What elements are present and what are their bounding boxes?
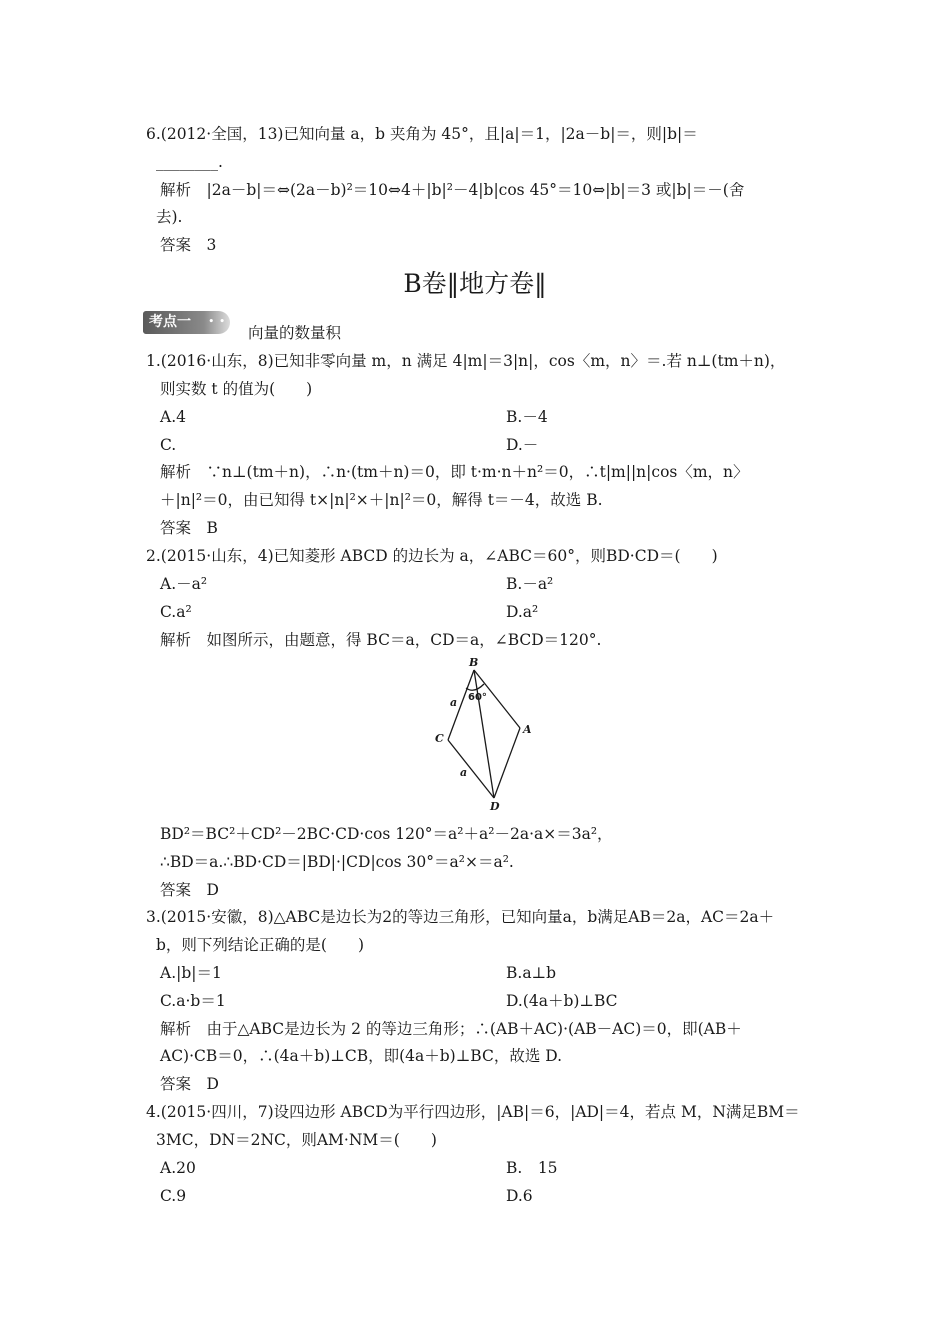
- q3-answer: 答案 D: [160, 1075, 219, 1093]
- q4-option-b: B. 15: [506, 1159, 558, 1177]
- q1-option-d: D.－: [506, 436, 539, 454]
- q3-option-d: D.(4a＋b)⊥BC: [506, 992, 618, 1010]
- q1-stem-line1: 1.(2016·山东，8)已知非零向量 m，n 满足 4|m|＝3|n|，cos〈m，n〉＝.若 n⊥(tm＋n)，: [146, 352, 786, 370]
- q4-stem-line1: 4.(2015·四川，7)设四边形 ABCD为平行四边形，|AB|＝6，|AD|＝4，若点 M，N满足BM＝: [146, 1103, 800, 1121]
- q1-stem-line2: 则实数 t 的值为( ): [160, 380, 313, 398]
- q3-option-b: B.a⊥b: [506, 964, 557, 982]
- q2-stem: 2.(2015·山东，4)已知菱形 ABCD 的边长为 a，∠ABC＝60°，则BD·CD＝( ): [146, 547, 718, 565]
- q1-option-c: C.: [160, 436, 177, 454]
- q3-stem-line1: 3.(2015·安徽，8)△ABC是边长为2的等边三角形，已知向量a，b满足AB＝2a，AC＝2a＋: [146, 908, 775, 926]
- label-b: B: [469, 656, 479, 669]
- q2-calc-line1: BD²＝BC²＋CD²－2BC·CD·cos 120°＝a²＋a²－2a·a×＝3a²，: [160, 825, 613, 843]
- q4-option-c: C.9: [160, 1187, 187, 1205]
- q2-option-b: B.－a²: [506, 575, 554, 593]
- q6-blank: ________.: [156, 153, 223, 171]
- angle-label: 60°: [468, 692, 487, 703]
- q6-analysis-line1: 解析 |2a－b|＝⇔(2a－b)²＝10⇔4＋|b|²－4|b|cos 45°＝10⇔|b|＝3 或|b|＝－(舍: [160, 181, 745, 199]
- label-d: D: [490, 800, 500, 813]
- badge-dots: • •: [208, 317, 226, 327]
- q1-option-b: B.－4: [506, 408, 548, 426]
- topic-badge: [143, 311, 230, 334]
- q4-option-a: A.20: [160, 1159, 196, 1177]
- side-label-bottom: a: [460, 766, 468, 779]
- q3-stem-line2: b，则下列结论正确的是( ): [156, 936, 365, 954]
- q4-option-d: D.6: [506, 1187, 533, 1205]
- q2-analysis: 解析 如图所示，由题意，得 BC＝a，CD＝a，∠BCD＝120°.: [160, 631, 602, 649]
- q2-option-a: A.－a²: [160, 575, 208, 593]
- topic-title: 向量的数量积: [248, 324, 342, 342]
- edge-da: [494, 728, 520, 798]
- q2-calc-line2: ∴BD＝a.∴BD·CD＝|BD|·|CD|cos 30°＝a²×＝a².: [160, 853, 514, 871]
- section-title: B卷‖地方卷‖: [403, 269, 547, 298]
- q1-analysis-line1: 解析 ∵n⊥(tm＋n)，∴n·(tm＋n)＝0，即 t·m·n＋n²＝0，∴t|m||n|cos〈m，n〉: [160, 463, 749, 481]
- q3-analysis-line1: 解析 由于△ABC是边长为 2 的等边三角形；∴(AB＋AC)·(AB－AC)＝0，即(AB＋: [160, 1020, 742, 1038]
- q1-answer: 答案 B: [160, 519, 218, 537]
- side-label-top: a: [450, 696, 458, 709]
- label-c: C: [435, 732, 444, 745]
- q4-stem-line2: 3MC，DN＝2NC，则AM·NM＝( ): [156, 1131, 437, 1149]
- q2-answer: 答案 D: [160, 881, 219, 899]
- q3-analysis-line2: AC)·CB＝0，∴(4a＋b)⊥CB，即(4a＋b)⊥BC，故选 D.: [160, 1047, 563, 1065]
- q6-answer: 答案 3: [160, 236, 217, 254]
- q1-option-a: A.4: [160, 408, 186, 426]
- q6-stem-line1: 6.(2012·全国，13)已知向量 a，b 夹角为 45°，且|a|＝1，|2a－b|＝，则|b|＝: [146, 125, 698, 143]
- q3-option-c: C.a·b＝1: [160, 992, 226, 1010]
- q2-option-d: D.a²: [506, 603, 539, 621]
- q3-option-a: A.|b|＝1: [160, 964, 222, 982]
- q1-analysis-line2: ＋|n|²＝0，由已知得 t×|n|²×＋|n|²＝0，解得 t＝－4，故选 B.: [160, 491, 603, 509]
- topic-badge-label: 考点一: [149, 314, 191, 330]
- rhombus-figure: [426, 654, 546, 814]
- q2-option-c: C.a²: [160, 603, 192, 621]
- label-a: A: [523, 723, 532, 736]
- q6-analysis-line2: 去).: [156, 208, 183, 226]
- edge-cd: [448, 740, 494, 798]
